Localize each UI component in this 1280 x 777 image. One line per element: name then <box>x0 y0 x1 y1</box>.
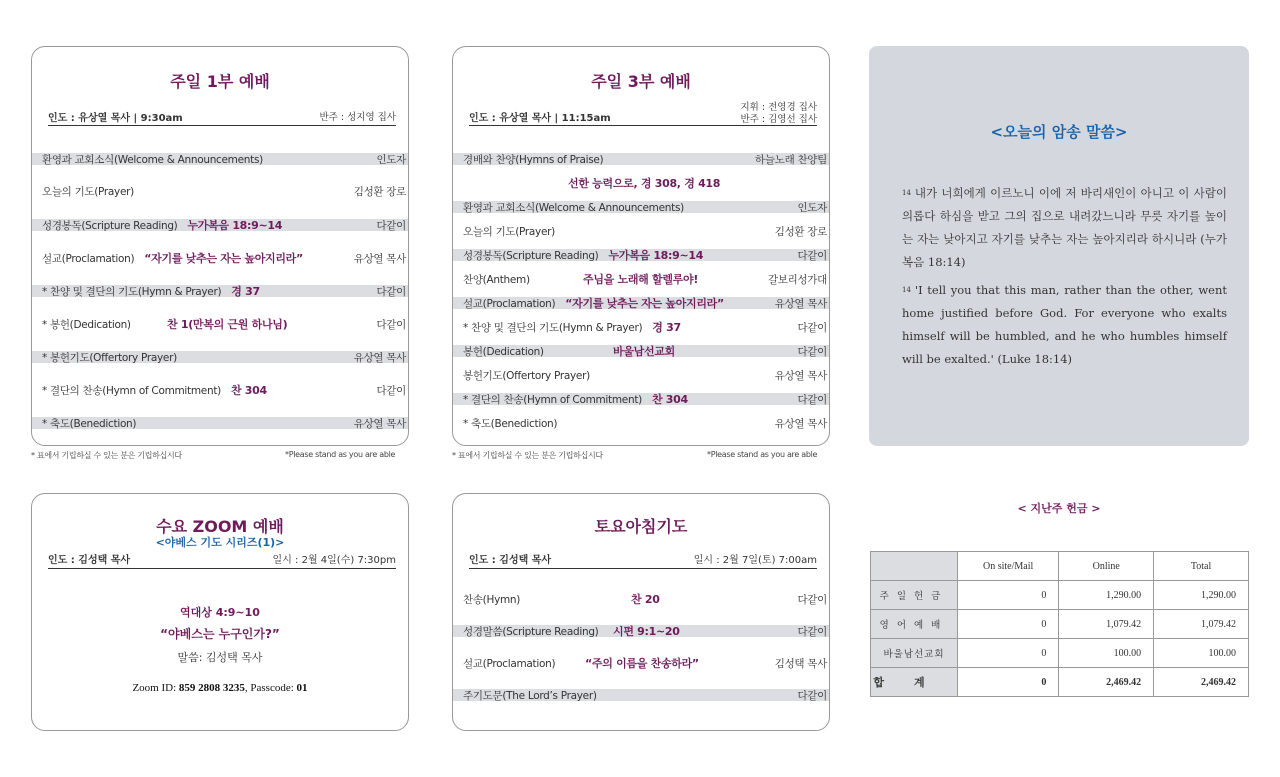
order-item <box>453 153 829 165</box>
order-item-label: 봉헌(Dedication) <box>463 345 544 358</box>
offering-table <box>870 551 1249 697</box>
total-label: 합계 <box>871 668 958 697</box>
order-item-label: 오늘의 기도(Prayer) <box>42 185 134 198</box>
order-item-presenter: 다같이 <box>797 249 827 262</box>
order-item-presenter: 다같이 <box>376 384 406 397</box>
order-item-left <box>463 344 675 359</box>
order-item-detail: 누가복음 18:9~14 <box>187 219 283 232</box>
order-item-label: 찬송(Hymn) <box>463 593 521 606</box>
order-item <box>32 185 408 197</box>
order-item-presenter: 다같이 <box>376 318 406 331</box>
order-item <box>453 273 829 285</box>
order-item-left <box>42 350 187 365</box>
order-item-detail: 선한 능력으로, 경 308, 경 418 <box>568 177 721 190</box>
wednesday-scripture: 역대상 4:9~10 <box>180 606 260 619</box>
order-item-label: * 찬양 및 결단의 기도(Hymn & Prayer) <box>42 285 222 298</box>
order-item-label: * 축도(Benediction) <box>463 417 558 430</box>
order-item <box>453 225 829 237</box>
wednesday-title: 수요 ZOOM 예배 <box>156 517 284 536</box>
verse-number: 14 <box>902 189 911 197</box>
order-item-presenter: 유상열 목사 <box>774 297 827 310</box>
wednesday-speaker: 말씀: 김성택 목사 <box>177 651 263 664</box>
total-onsite: 0 <box>958 668 1059 697</box>
service1-leader-row <box>48 109 396 124</box>
order-item <box>32 384 408 396</box>
service1-note-right: *Please stand as you are able <box>285 450 396 459</box>
order-item <box>32 219 408 231</box>
wednesday-zoom <box>32 682 408 694</box>
order-item-left <box>463 624 680 639</box>
wednesday-divider <box>48 568 396 569</box>
passcode-label: , Passcode: <box>244 682 297 694</box>
order-item-left <box>42 217 282 233</box>
order-item-label: 경배와 찬양(Hymns of Praise) <box>463 153 604 166</box>
order-item-presenter: 유상열 목사 <box>353 351 406 364</box>
wednesday-datetime: 일시 : 2월 4일(수) 7:30pm <box>272 555 396 566</box>
cell-total: 1,079.42 <box>1154 610 1249 639</box>
order-item-presenter: 다같이 <box>797 625 827 638</box>
order-item-label: 성경말씀(Scripture Reading) <box>463 625 599 638</box>
order-item-detail: 찬 20 <box>631 593 660 606</box>
offering-header-onsite: On site/Mail <box>958 552 1059 581</box>
saturday-divider <box>469 568 817 569</box>
order-item-left <box>42 152 273 167</box>
order-item <box>453 201 829 213</box>
wednesday-card <box>31 493 409 731</box>
order-item-presenter: 다같이 <box>797 689 827 702</box>
offering-total-row <box>871 668 1249 697</box>
order-item <box>453 393 829 405</box>
order-item <box>453 297 829 309</box>
order-item-label: 성경봉독(Scripture Reading) <box>463 249 599 262</box>
order-item <box>453 345 829 357</box>
table-row <box>871 639 1249 668</box>
table-row <box>871 610 1249 639</box>
order-item-label: * 찬양 및 결단의 기도(Hymn & Prayer) <box>463 321 643 334</box>
order-item-label: 봉헌기도(Offertory Prayer) <box>463 369 590 382</box>
order-item-left <box>463 247 703 263</box>
order-item <box>32 285 408 297</box>
offering-header-row <box>871 552 1249 581</box>
wednesday-sermon: “야베스는 누구인가?” <box>160 627 280 641</box>
offering-header-blank <box>871 552 958 581</box>
order-item-detail: “주의 이름을 찬송하라” <box>585 657 699 670</box>
order-item-detail: 찬 1(만복의 근원 하나님) <box>167 318 288 331</box>
order-item-left <box>42 416 146 431</box>
order-item-presenter: 유상열 목사 <box>353 252 406 265</box>
verse-korean-text: 내가 너희에게 이르노니 이에 저 바리새인이 아니고 이 사람이 의롭다 하심을 받고 그의 집으로 내려갔느니라 무릇 자기를 높이는 자는 낮아지고 자기를 낮추는 자는 높아지리라 하시니라 (누가복음 18:14) <box>902 186 1227 269</box>
order-item <box>453 369 829 381</box>
offering-header-online: Online <box>1059 552 1154 581</box>
order-item-label: * 축도(Benediction) <box>42 417 137 430</box>
order-item-label: 환영과 교회소식(Welcome & Announcements) <box>42 153 263 166</box>
passcode: 01 <box>296 682 308 694</box>
cell-onsite: 0 <box>958 581 1059 610</box>
saturday-datetime: 일시 : 2월 7일(토) 7:00am <box>693 555 817 566</box>
table-row <box>871 581 1249 610</box>
cell-online: 1,290.00 <box>1059 581 1154 610</box>
service1-title: 주일 1부 예배 <box>170 72 270 91</box>
offering-title: < 지난주 헌금 > <box>1017 502 1101 515</box>
order-item-presenter: 다같이 <box>797 321 827 334</box>
order-item-presenter: 유상열 목사 <box>774 369 827 382</box>
order-item-presenter: 김성환 장로 <box>353 185 406 198</box>
order-item-label: * 결단의 찬송(Hymn of Commitment) <box>463 393 642 406</box>
service1-accompanist: 반주 : 성지영 집사 <box>319 112 396 123</box>
order-item-left <box>42 184 144 199</box>
service3-note-right: *Please stand as you are able <box>707 450 818 459</box>
order-item-detail: 시편 9:1~20 <box>613 625 680 638</box>
order-item-label: 찬양(Anthem) <box>463 273 530 286</box>
cell-onsite: 0 <box>958 639 1059 668</box>
order-item-left <box>463 368 600 383</box>
service3-divider <box>469 125 817 126</box>
memory-verse-title: <오늘의 암송 말씀> <box>990 123 1128 141</box>
order-item-detail: 누가복음 18:9~14 <box>608 249 704 262</box>
order-item <box>453 417 829 429</box>
order-item <box>32 417 408 429</box>
wednesday-leader-row <box>48 551 396 566</box>
order-item-label: 성경봉독(Scripture Reading) <box>42 219 178 232</box>
order-item-detail: “자기를 낮추는 자는 높아지리라” <box>144 252 303 265</box>
order-item-left <box>42 382 267 398</box>
order-item <box>453 657 829 669</box>
memory-verse-panel <box>869 46 1249 446</box>
order-item-label: 오늘의 기도(Prayer) <box>463 225 555 238</box>
order-item-label: 설교(Proclamation) <box>42 252 135 265</box>
row-label: 영어예배 <box>871 610 958 639</box>
order-item-detail: 경 37 <box>652 321 681 334</box>
total-total: 2,469.42 <box>1154 668 1249 697</box>
order-item-left <box>42 283 260 299</box>
order-item-left <box>463 688 607 703</box>
order-item-label: * 결단의 찬송(Hymn of Commitment) <box>42 384 221 397</box>
wednesday-subtitle: <야베스 기도 시리즈(1)> <box>155 536 285 549</box>
order-item-presenter: 유상열 목사 <box>774 417 827 430</box>
offering-header-total: Total <box>1154 552 1249 581</box>
row-label: 주일헌금 <box>871 581 958 610</box>
order-item-left <box>463 319 681 335</box>
order-item-left <box>463 272 699 287</box>
cell-online: 100.00 <box>1059 639 1154 668</box>
saturday-leader: 인도 : 김성택 목사 <box>469 555 552 566</box>
order-item-label: 설교(Proclamation) <box>463 657 556 670</box>
order-item-left <box>463 656 699 671</box>
service1-card <box>31 46 409 446</box>
saturday-card <box>452 493 830 731</box>
cell-total: 1,290.00 <box>1154 581 1249 610</box>
zoom-id: 859 2808 3235 <box>178 682 245 694</box>
service1-leader: 인도 : 유상열 목사 | 9:30am <box>48 113 183 124</box>
order-item <box>453 625 829 637</box>
order-item-left <box>463 592 660 607</box>
order-item-label: 주기도문(The Lord’s Prayer) <box>463 689 597 702</box>
order-item-detail: 경 37 <box>231 285 260 298</box>
order-item-presenter: 김성택 목사 <box>774 657 827 670</box>
service3-card <box>452 46 830 446</box>
order-item-detail: 바울남선교회 <box>613 345 675 358</box>
wednesday-leader: 인도 : 김성택 목사 <box>48 555 131 566</box>
order-item <box>32 318 408 330</box>
order-item-label: 환영과 교회소식(Welcome & Announcements) <box>463 201 684 214</box>
zoom-id-label: Zoom ID: <box>132 682 179 694</box>
order-item-presenter: 다같이 <box>376 219 406 232</box>
memory-verse-english <box>902 279 1227 371</box>
verse-number-en: 14 <box>902 286 911 294</box>
order-item-label: * 봉헌기도(Offertory Prayer) <box>42 351 177 364</box>
order-item-detail: “자기를 낮추는 자는 높아지리라” <box>565 297 724 310</box>
order-item-left <box>463 224 565 239</box>
order-item-presenter: 다같이 <box>797 393 827 406</box>
order-item <box>32 351 408 363</box>
service3-accompanist: 반주 : 김영선 집사 <box>740 114 817 125</box>
verse-english-text: 'I tell you that this man, rather than the other, went home justified before God. For everyone who exalts himself will be humbled, and he who humbles himself will be exalted.' (Luke 18:14) <box>902 283 1227 366</box>
order-item <box>453 593 829 605</box>
order-item-presenter: 갈보리성가대 <box>767 273 827 286</box>
order-item-detail: 찬 304 <box>651 393 688 406</box>
order-item-presenter: 인도자 <box>797 201 827 214</box>
order-item <box>453 177 829 189</box>
order-item <box>453 689 829 701</box>
memory-verse-korean <box>902 182 1227 274</box>
service3-conductor: 지휘 : 전영경 집사 <box>740 102 817 113</box>
service3-title: 주일 3부 예배 <box>591 72 691 91</box>
order-item-detail: 찬 304 <box>230 384 267 397</box>
total-online: 2,469.42 <box>1059 668 1154 697</box>
order-item-presenter: 유상열 목사 <box>353 417 406 430</box>
order-item-presenter: 하늘노래 찬양팀 <box>755 153 827 166</box>
order-item-presenter: 다같이 <box>797 345 827 358</box>
cell-online: 1,079.42 <box>1059 610 1154 639</box>
order-item-presenter: 다같이 <box>797 593 827 606</box>
order-item-left <box>42 250 303 266</box>
row-label: 바울남선교회 <box>871 639 958 668</box>
order-item-left <box>463 152 613 167</box>
order-item <box>32 153 408 165</box>
order-item <box>453 249 829 261</box>
service3-leader: 인도 : 유상열 목사 | 11:15am <box>469 113 611 124</box>
order-item-label: 설교(Proclamation) <box>463 297 556 310</box>
order-item-label: * 봉헌(Dedication) <box>42 318 131 331</box>
order-item-left <box>463 295 724 311</box>
cell-total: 100.00 <box>1154 639 1249 668</box>
saturday-leader-row <box>469 551 817 566</box>
order-item-presenter: 김성환 장로 <box>774 225 827 238</box>
order-item-detail: 주님을 노래해 할렐루야! <box>583 273 699 286</box>
order-item-left <box>42 317 288 332</box>
service3-note-left: * 표에서 기립하실 수 있는 분은 기립하십시다 <box>452 451 603 460</box>
order-item-presenter: 다같이 <box>376 285 406 298</box>
order-item-left <box>463 200 694 215</box>
cell-onsite: 0 <box>958 610 1059 639</box>
order-item-presenter: 인도자 <box>376 153 406 166</box>
order-item-left <box>463 391 688 407</box>
order-item <box>32 252 408 264</box>
service1-divider <box>48 125 396 126</box>
order-item <box>453 321 829 333</box>
saturday-title: 토요아침기도 <box>594 517 688 536</box>
order-item-left <box>463 416 567 431</box>
service1-note-left: * 표에서 기립하실 수 있는 분은 기립하십시다 <box>31 451 182 460</box>
